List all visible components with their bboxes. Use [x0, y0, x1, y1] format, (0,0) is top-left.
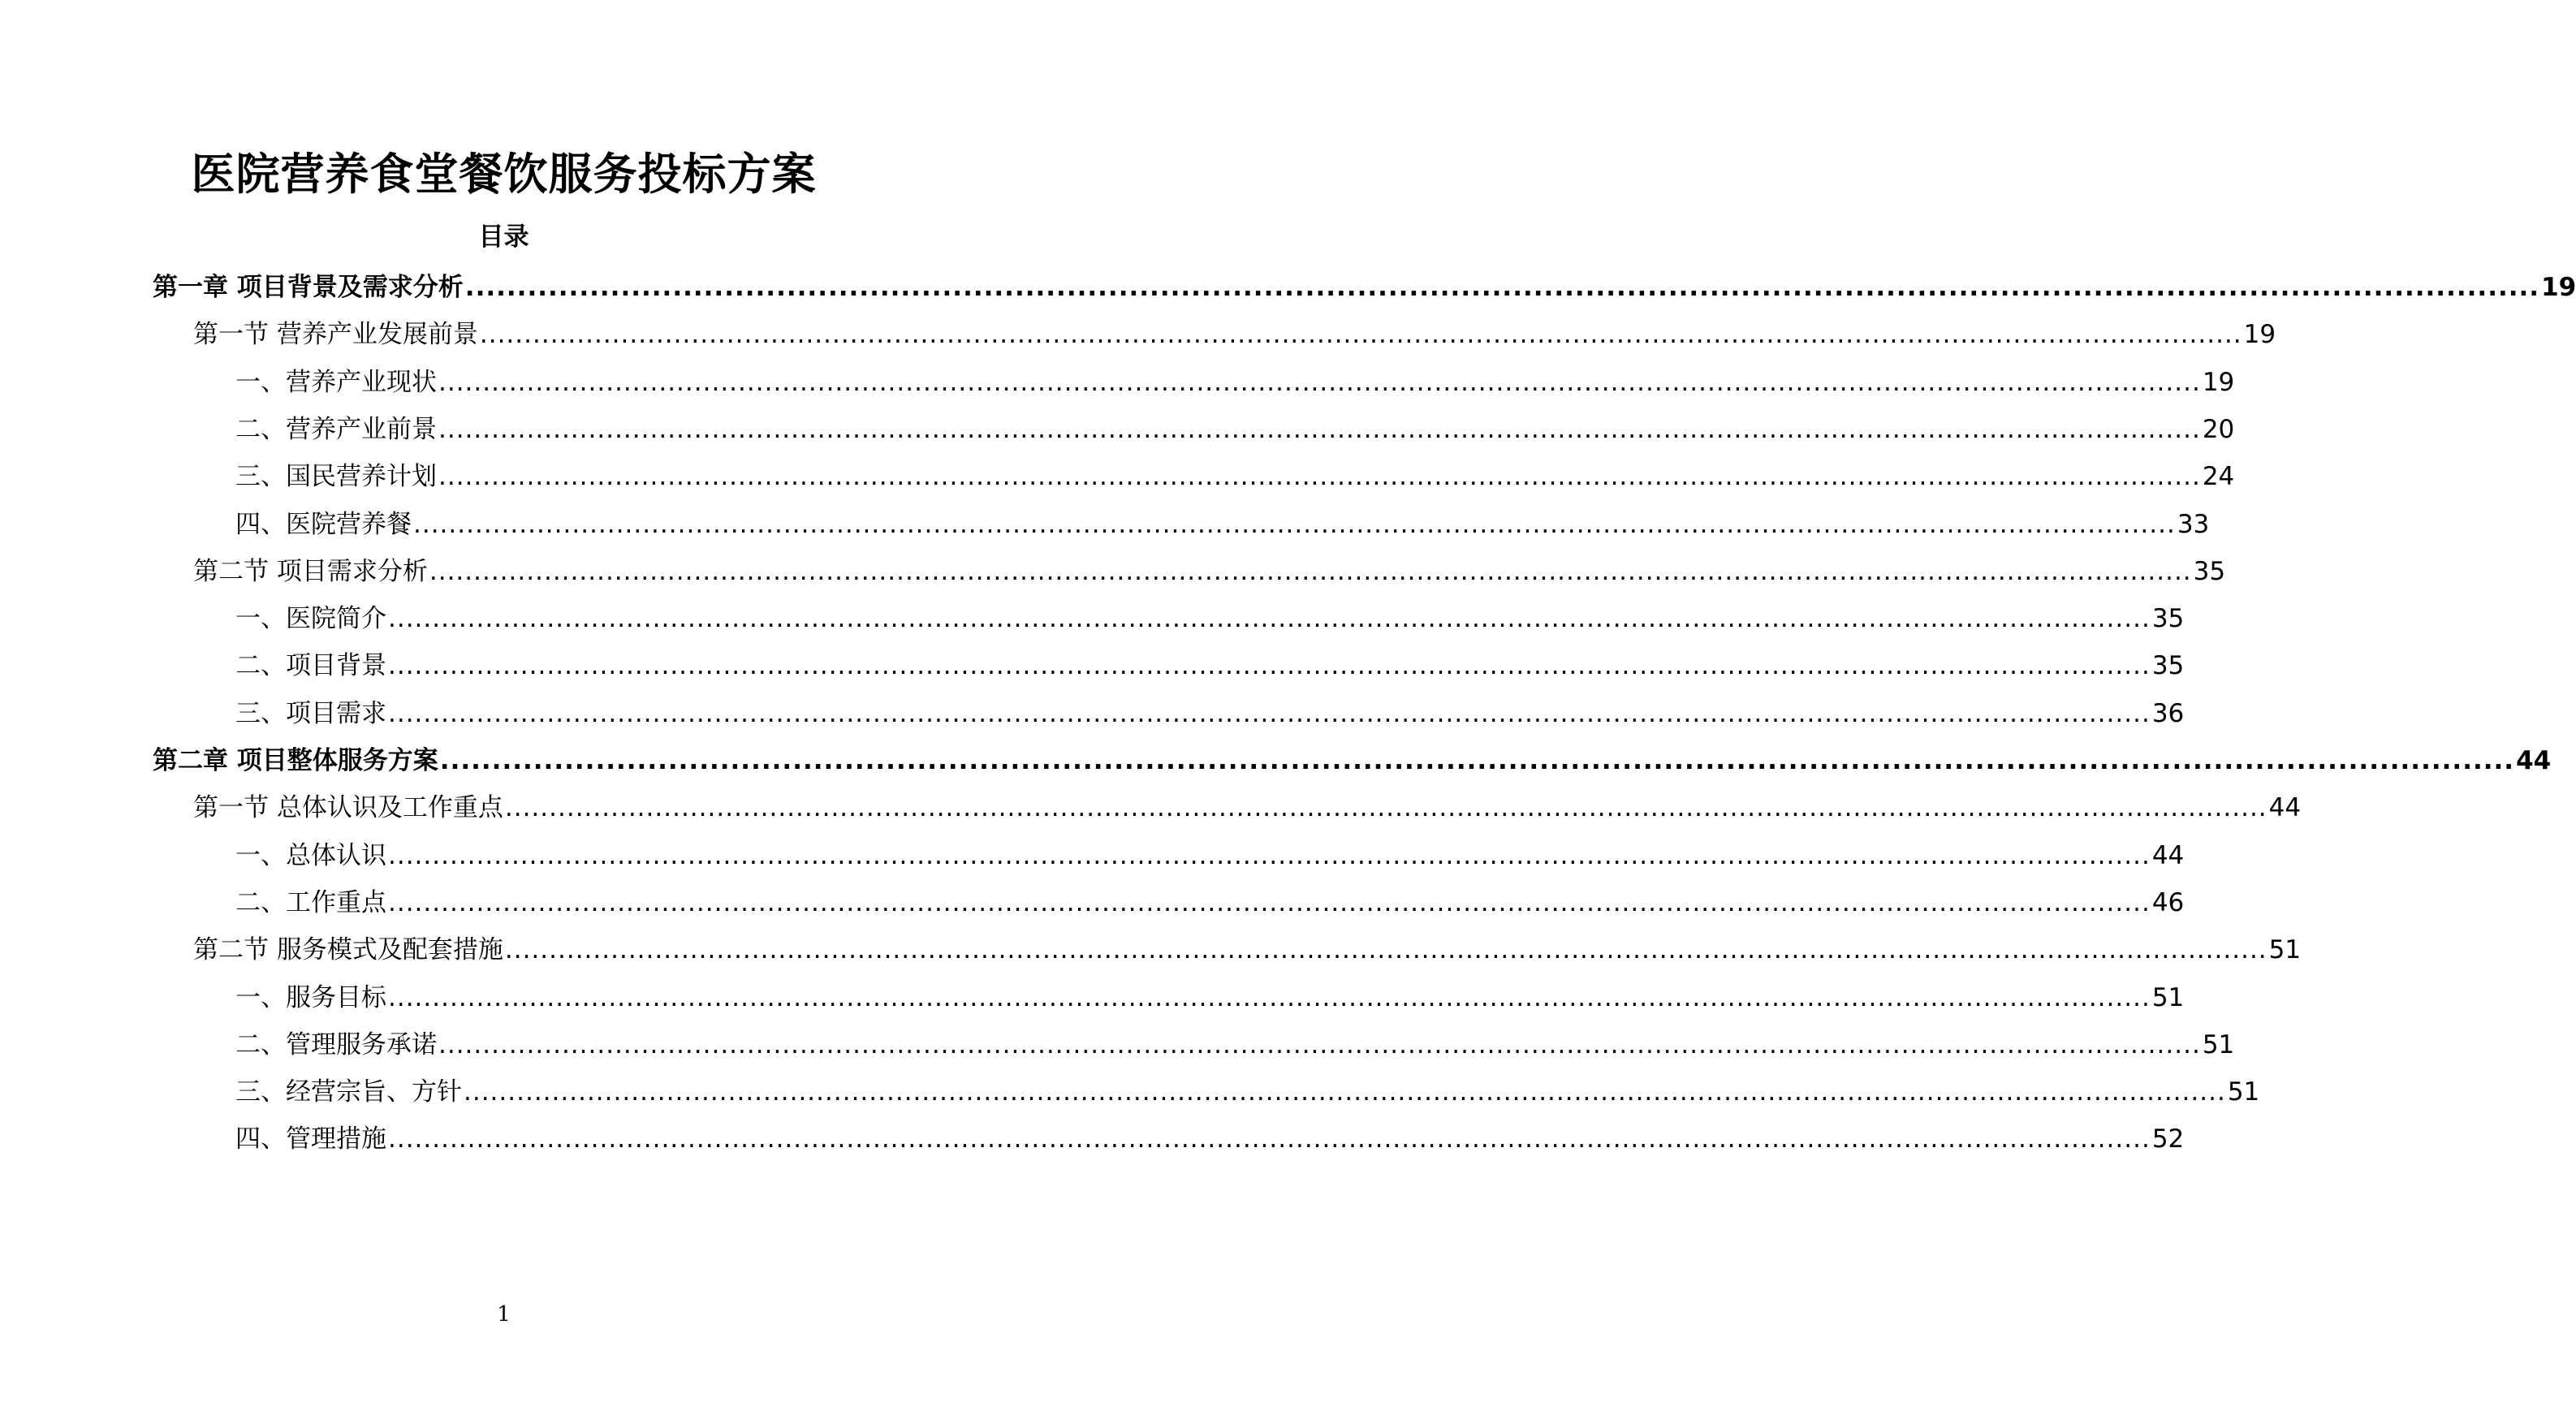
toc-entry-page: 36 — [2151, 699, 2185, 728]
toc-entry-label: 二、工作重点 — [235, 888, 386, 917]
toc-leader-dots: ........................................................................................................................................................................................................ — [464, 1077, 2226, 1107]
toc-entry[interactable] — [235, 977, 2185, 1012]
toc-entry[interactable] — [235, 598, 2185, 633]
toc-leader-dots: ........................................................................................................................................................................................................ — [388, 841, 2151, 870]
toc-leader-dots: ........................................................................................................................................................................................................ — [439, 746, 2515, 775]
page-number: 1 — [497, 1302, 511, 1327]
toc-entry[interactable] — [153, 740, 2552, 775]
toc-entry-label: 二、项目背景 — [235, 651, 386, 680]
toc-entry-page: 51 — [2202, 1030, 2235, 1059]
toc-leader-dots: ........................................................................................................................................................................................................ — [464, 273, 2540, 302]
toc-entry-label: 二、管理服务承诺 — [235, 1030, 437, 1059]
toc-leader-dots: ........................................................................................................................................................................................................ — [388, 888, 2151, 917]
toc-entry-label: 第二节 项目需求分析 — [193, 557, 428, 586]
toc-leader-dots: ........................................................................................................................................................................................................ — [438, 1030, 2201, 1059]
toc-entry[interactable] — [235, 361, 2235, 397]
toc-leader-dots: ........................................................................................................................................................................................................ — [388, 604, 2151, 633]
toc-entry-label: 第一节 营养产业发展前景 — [193, 320, 478, 349]
toc-entry-page: 52 — [2151, 1124, 2185, 1154]
toc-entry[interactable] — [235, 503, 2210, 539]
toc-leader-dots: ........................................................................................................................................................................................................ — [504, 935, 2267, 964]
toc-leader-dots: ........................................................................................................................................................................................................ — [479, 320, 2242, 349]
toc-leader-dots: ........................................................................................................................................................................................................ — [388, 983, 2151, 1012]
toc-entry-page: 33 — [2177, 510, 2210, 539]
toc-entry[interactable] — [235, 455, 2235, 491]
toc-entry-label: 三、经营宗旨、方针 — [235, 1077, 462, 1107]
toc-leader-dots: ........................................................................................................................................................................................................ — [413, 510, 2176, 539]
toc-entry-page: 46 — [2151, 888, 2185, 917]
toc-leader-dots: ........................................................................................................................................................................................................ — [438, 462, 2201, 491]
toc-entry-label: 一、医院简介 — [235, 604, 386, 633]
toc-entry-page: 19 — [2243, 320, 2276, 349]
toc-entry-page: 19 — [2541, 273, 2576, 302]
toc-entry-label: 第二章 项目整体服务方案 — [153, 746, 438, 775]
toc-entry-page: 44 — [2516, 746, 2552, 775]
toc-entry[interactable] — [193, 787, 2302, 822]
toc-entry-label: 三、项目需求 — [235, 699, 386, 728]
toc-entry-label: 一、总体认识 — [235, 841, 386, 870]
toc-leader-dots: ........................................................................................................................................................................................................ — [438, 368, 2201, 397]
toc-entry-page: 44 — [2268, 793, 2302, 822]
toc-entry-page: 51 — [2151, 983, 2185, 1012]
toc-entry-label: 第二节 服务模式及配套措施 — [193, 935, 503, 964]
toc-entry[interactable] — [235, 1024, 2235, 1059]
toc-entry-page: 51 — [2227, 1077, 2260, 1107]
toc-entry-page: 24 — [2202, 462, 2235, 491]
toc-entry-label: 四、管理措施 — [235, 1124, 386, 1154]
document-title: 医院营养食堂餐饮服务投标方案 — [191, 149, 817, 200]
toc-entry[interactable] — [235, 882, 2185, 917]
toc-entry-page: 20 — [2202, 415, 2235, 444]
toc-entry[interactable] — [235, 408, 2235, 444]
toc-entry[interactable] — [235, 1071, 2260, 1107]
toc-entry[interactable] — [235, 835, 2185, 870]
toc-entry-label: 一、服务目标 — [235, 983, 386, 1012]
toc-entry[interactable] — [193, 313, 2276, 349]
toc-entry[interactable] — [193, 929, 2302, 964]
toc-entry-page: 44 — [2151, 841, 2185, 870]
toc-leader-dots: ........................................................................................................................................................................................................ — [388, 651, 2151, 680]
toc-entry-page: 19 — [2202, 368, 2235, 397]
toc-entry-label: 第一节 总体认识及工作重点 — [193, 793, 503, 822]
toc-entry-label: 三、国民营养计划 — [235, 462, 437, 491]
toc-entry-page: 51 — [2268, 935, 2302, 964]
toc-entry-page: 35 — [2193, 557, 2226, 586]
toc-entry[interactable] — [193, 550, 2226, 586]
toc-entry[interactable] — [153, 266, 2576, 302]
toc-entry-label: 一、营养产业现状 — [235, 368, 437, 397]
toc-leader-dots: ........................................................................................................................................................................................................ — [438, 415, 2201, 444]
toc-entry[interactable] — [235, 693, 2185, 728]
toc-entry-label: 第一章 项目背景及需求分析 — [153, 273, 464, 302]
toc-entry-label: 二、营养产业前景 — [235, 415, 437, 444]
toc-entry[interactable] — [235, 1118, 2185, 1154]
toc-entry-label: 四、医院营养餐 — [235, 510, 412, 539]
toc-entry-page: 35 — [2151, 651, 2185, 680]
toc-leader-dots: ........................................................................................................................................................................................................ — [388, 1124, 2151, 1154]
toc-leader-dots: ........................................................................................................................................................................................................ — [388, 699, 2151, 728]
toc-entry[interactable] — [235, 645, 2185, 680]
toc-heading: 目录 — [478, 222, 529, 252]
toc-entry-page: 35 — [2151, 604, 2185, 633]
toc-leader-dots: ........................................................................................................................................................................................................ — [504, 793, 2267, 822]
toc-leader-dots: ........................................................................................................................................................................................................ — [429, 557, 2192, 586]
